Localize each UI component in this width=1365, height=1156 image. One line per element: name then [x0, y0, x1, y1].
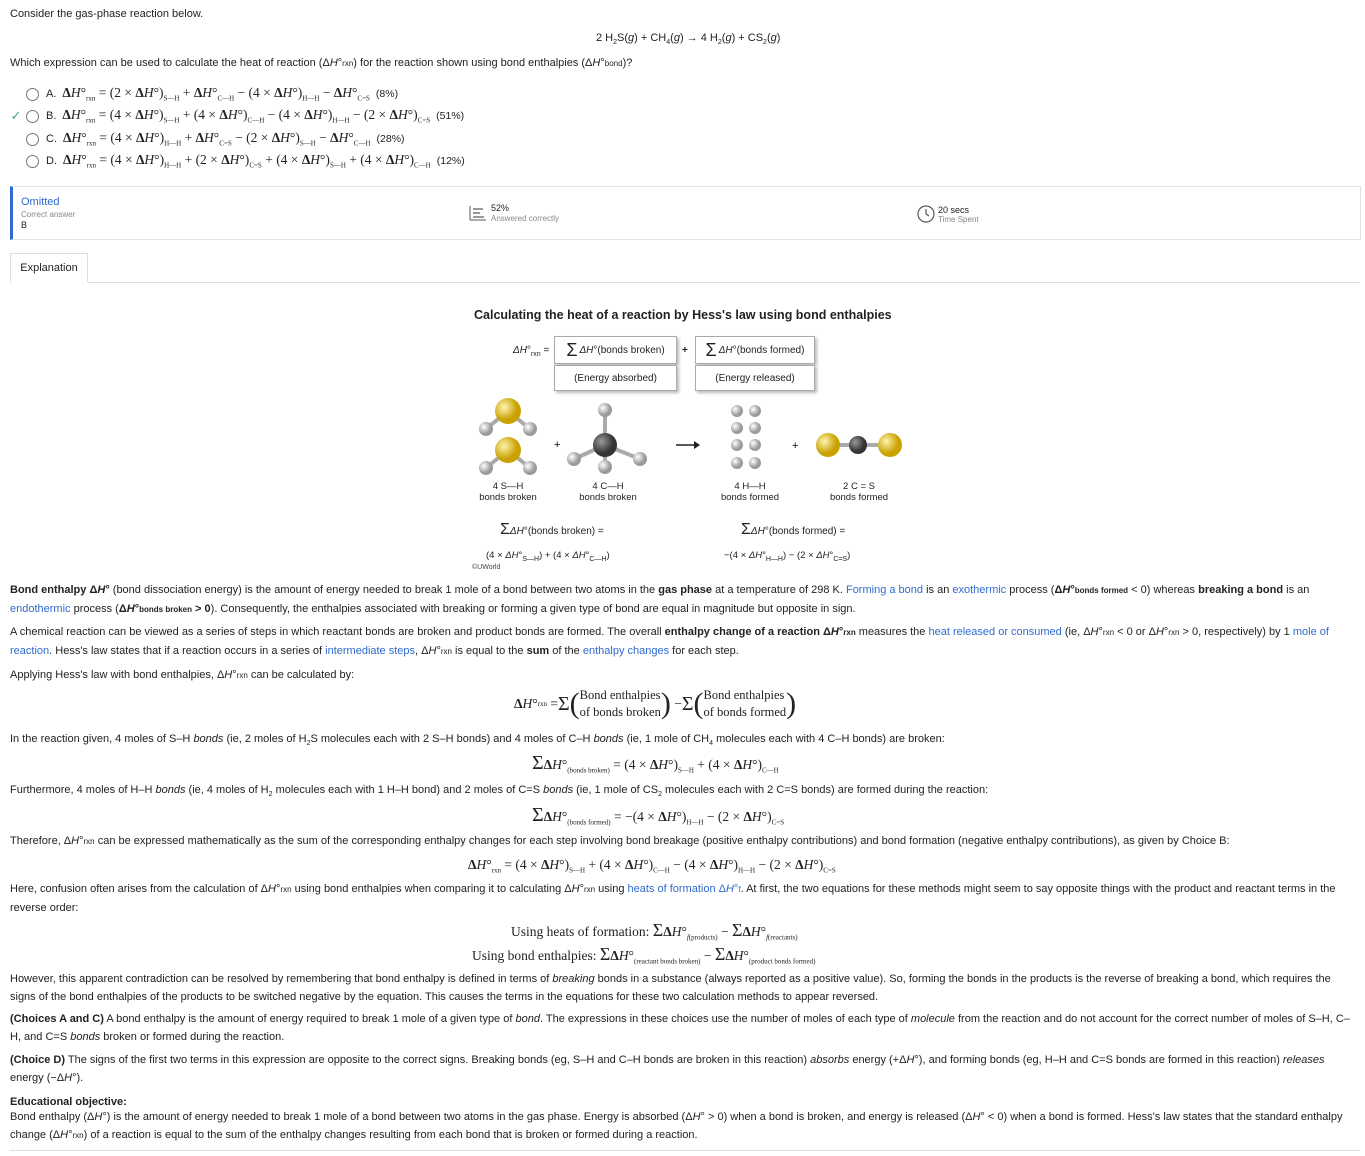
- h2s-molecule: [479, 398, 537, 436]
- para-therefore: Therefore, ΔH°rxn can be expressed mathematically as the sum of the corresponding enthalpy changes for each step involving bond breakage (positive enthalpy contributions) and bond formation (negative enthalpy contributions), as given by Choice B:: [10, 835, 1230, 847]
- cs2-molecule: [816, 433, 902, 457]
- figure-plus: +: [682, 345, 688, 356]
- tab-explanation[interactable]: Explanation: [10, 253, 88, 283]
- choice-letter: D.: [46, 155, 57, 167]
- choice-d-expr: $\Delta H^\circ_{rxn} = (4 \times \Delta H^\circ)_{H—H} + (2 \times \Delta H^\circ)_{C=S} + (4 \times \Delta H^\circ)_{S—H} + (4 \times \Delta H^\circ)_{C—H}$: [63, 152, 431, 170]
- bonds-formed-box: Σ ΔH°(bonds formed): [695, 336, 815, 364]
- radio-c[interactable]: [26, 133, 39, 146]
- svg-text:+: +: [792, 440, 799, 452]
- bonds-broken-box: Σ ΔH°(bonds broken): [554, 336, 677, 364]
- energy-absorbed-box: (Energy absorbed): [554, 365, 677, 391]
- label-ch-bonds: 4 C—H bonds broken: [579, 481, 637, 503]
- radio-d[interactable]: [26, 155, 39, 168]
- para-however: However, this apparent contradiction can be resolved by remembering that bond enthalpy is defined in terms of breaking bonds in a substance (always reported as a positive value). So, forming the bonds in the products is the reverse of breaking a bond, which requires the signs of the bond enthalpies of the products to be switched negative by the equation. This causes the terms in the equations for these two calculation methods to appear reversed.: [10, 973, 1331, 1003]
- choice-a[interactable]: [8, 84, 398, 104]
- para-applying: Applying Hess's law with bond enthalpies, ΔH°rxn can be calculated by:: [10, 669, 355, 681]
- ch4-molecule: [567, 403, 647, 474]
- reaction-equation: 2 $H_2S(g) + CH_4(g) \to 4$ $H_2(g) + CS_2(g)$: [596, 32, 781, 47]
- label-hh-bonds: 4 H—H bonds formed: [720, 481, 780, 503]
- choice-letter: C.: [46, 133, 57, 145]
- time-value: 20 secs: [938, 205, 970, 215]
- sum-broken-title: ΣΔH°(bonds broken) =: [500, 521, 604, 538]
- choice-letter: B.: [46, 110, 57, 122]
- label-sh-bonds: 4 S—H bonds broken: [479, 481, 537, 503]
- choice-pct: (12%): [436, 155, 465, 167]
- choice-letter: A.: [46, 88, 57, 100]
- choice-b-expr: $\Delta H^\circ_{rxn} = (4 \times \Delta H^\circ)_{S—H} + (4 \times \Delta H^\circ)_{C—H} - (4 \times \Delta H^\circ)_{H—H} - (2 \times \Delta H^\circ)_{C=S}$: [62, 107, 431, 125]
- radio-a[interactable]: [26, 88, 39, 101]
- para-confusion: Here, confusion often arises from the calculation of ΔH°rxn using bond enthalpies when comparing it to calculating ΔH°rxn using heats of formation ΔH°f. At first, the two equations for these methods might seem to say opposite things with the product and reactant terms in the reverse order:: [10, 883, 1336, 914]
- choice-pct: (8%): [375, 88, 399, 100]
- para-choice-d: (Choice D) The signs of the first two terms in this expression are opposite to the correct signs. Breaking bonds (eg, S–H and C–H bonds are broken in this reaction) absorbs energy (+ΔH°), and forming bonds (eg, H–H and C=S bonds are formed in this reaction) releases energy (−ΔH°).: [10, 1054, 1325, 1084]
- correct-answer-label: Correct answer: [21, 210, 76, 219]
- sum-formed-title: ΣΔH°(bonds formed) =: [741, 521, 846, 538]
- choice-pct: (28%): [376, 133, 405, 145]
- clock-icon: [917, 205, 935, 223]
- hess-formula: Δ H ° rxn = Σ ( Bond enthalpies of bonds broken ) − Σ ( Bond enthalpies of bonds formed ): [514, 687, 797, 720]
- sum-broken-expr: $(4 \times \Delta H^\circ_{S—H}) + (4 \times \Delta H^\circ_{C—H})$: [486, 550, 610, 563]
- bottom-divider: [10, 1150, 1360, 1151]
- choice-pct: (51%): [436, 110, 465, 122]
- para-broken: In the reaction given, 4 moles of S–H bonds (ie, 2 moles of $H_2S$ molecules each with 2 S–H bonds) and 4 moles of C–H bonds (ie, 1 mole of $CH_4$ molecules each with 4 C–H bonds) are broken:: [10, 733, 945, 748]
- label-cs-bonds: 2 C = S bonds formed: [829, 481, 889, 503]
- choice-c[interactable]: [8, 129, 405, 149]
- molecule-diagram: [470, 395, 920, 480]
- choice-d[interactable]: [8, 151, 465, 171]
- choice-a-expr: $\Delta H^\circ_{rxn} = (2 \times \Delta H^\circ)_{S—H} + \Delta H^\circ_{C—H} - (4 \times \Delta H^\circ)_{H—H} - \Delta H^\circ_{C=S}$: [62, 85, 370, 103]
- answer-status-card: [10, 186, 1361, 240]
- eq-formed: $\Sigma\Delta H^\circ_{(bonds formed)} = -(4 \times \Delta H^\circ)_{H—H} - (2 \times \Delta H^\circ)_{C=S}$: [532, 804, 785, 827]
- radio-b[interactable]: [26, 110, 39, 123]
- eq-broken: $\Sigma\Delta H^\circ_{(bonds broken)} = (4 \times \Delta H^\circ)_{S—H} + (4 \times \Delta H^\circ)_{C—H}$: [532, 752, 779, 775]
- pct-correct-value: 52%: [491, 203, 510, 213]
- h2-molecules: [731, 405, 761, 469]
- question-prompt: Which expression can be used to calculate the heat of reaction (ΔH°rxn) for the reaction shown using bond enthalpies (ΔH°bond)?: [10, 57, 633, 69]
- educational-objective-title: Educational objective:: [10, 1096, 127, 1108]
- correct-answer-value: B: [21, 220, 28, 230]
- educational-objective-text: Bond enthalpy (ΔH°) is the amount of energy needed to break 1 mole of a bond between two atoms in the gas phase. Energy is absorbed (ΔH° > 0) when a bond is broken, and energy is released (ΔH° < 0) when a bond is formed. Hess's law states that the standard enthalpy change (ΔH°rxn) of a reaction is equal to the sum of the enthalpy changes resulting from each bond that is broken or formed during a reaction.: [10, 1111, 1343, 1141]
- bar-chart-icon: [469, 205, 487, 221]
- para-hess-law: A chemical reaction can be viewed as a series of steps in which reactant bonds are broken and product bonds are formed. The overall enthalpy change of a reaction ΔH°rxn measures the heat released or consumed (ie, ΔH°rxn < 0 or ΔH°rxn > 0, respectively) by 1 mole of reaction. Hess's law states that if a reaction occurs in a series of intermediate steps, ΔH°rxn is equal to the sum of the enthalpy changes for each step.: [10, 626, 1329, 657]
- svg-text:+: +: [554, 439, 561, 451]
- tab-divider: [88, 282, 1360, 283]
- watermark: ©UWorld: [472, 564, 501, 571]
- para-formed: Furthermore, 4 moles of H–H bonds (ie, 4 moles of $H_2$ molecules each with 1 H–H bond) and 2 moles of C=S bonds (ie, 1 mole of $CS_2$ molecules each with 2 C=S bonds) are formed during the reaction:: [10, 784, 989, 799]
- time-label: Time Spent: [938, 215, 979, 224]
- check-icon: ✓: [10, 108, 22, 123]
- para-bond-enthalpy: Bond enthalpy ΔH° (bond dissociation energy) is the amount of energy needed to break 1 mole of a bond between two atoms in the gas phase at a temperature of 298 K. Forming a bond is an exothermic process (ΔH°bonds formed < 0) whereas breaking a bond is an endothermic process (ΔH°bonds broken > 0). Consequently, the enthalpies associated with breaking or forming a given type of bond are equal in magnitude but opposite in sign.: [10, 584, 1310, 615]
- choice-b[interactable]: [8, 106, 464, 126]
- eq-choice-b: $\Delta H^\circ_{rxn} = (4 \times \Delta H^\circ)_{S—H} + (4 \times \Delta H^\circ)_{C—H} - (4 \times \Delta H^\circ)_{H—H} - (2 \times \Delta H^\circ)_{C=S}$: [468, 857, 836, 875]
- question-intro: Consider the gas-phase reaction below.: [10, 8, 204, 20]
- energy-released-box: (Energy released): [695, 365, 815, 391]
- choice-c-expr: $\Delta H^\circ_{rxn} = (4 \times \Delta H^\circ)_{H—H} + \Delta H^\circ_{C=S} - (2 \times \Delta H^\circ)_{S—H} - \Delta H^\circ_{C—H}$: [63, 130, 371, 148]
- eq-heats-formation: Using heats of formation: $\Sigma\Delta H^\circ_{f(products)} - \Sigma\Delta H^\circ_{f(reactants)}$: [511, 920, 798, 942]
- pct-correct-label: Answered correctly: [491, 214, 560, 223]
- figure-title: Calculating the heat of a reaction by Hess's law using bond enthalpies: [474, 308, 892, 322]
- para-choices-ac: (Choices A and C) A bond enthalpy is the amount of energy required to break 1 mole of a given type of bond. The expressions in these choices use the number of moles of each type of molecule from the reaction and do not account for the correct number of moles of S–H, C–H, and C=S bonds broken or formed during the reaction.: [10, 1013, 1350, 1043]
- eq-bond-enthalpies: Using bond enthalpies: $\Sigma\Delta H^\circ_{(reactant bonds broken)} - \Sigma\Delta H^\circ_{(product bonds formed)}$: [472, 944, 816, 966]
- sum-formed-expr: $-(4 \times \Delta H^\circ_{H—H}) - (2 \times \Delta H^\circ_{C=S})$: [724, 550, 851, 563]
- figure-lhs: $\Delta H^\circ_{rxn}$ =: [513, 345, 550, 358]
- h2s-molecule: [479, 437, 537, 475]
- omitted-label: Omitted: [21, 196, 60, 208]
